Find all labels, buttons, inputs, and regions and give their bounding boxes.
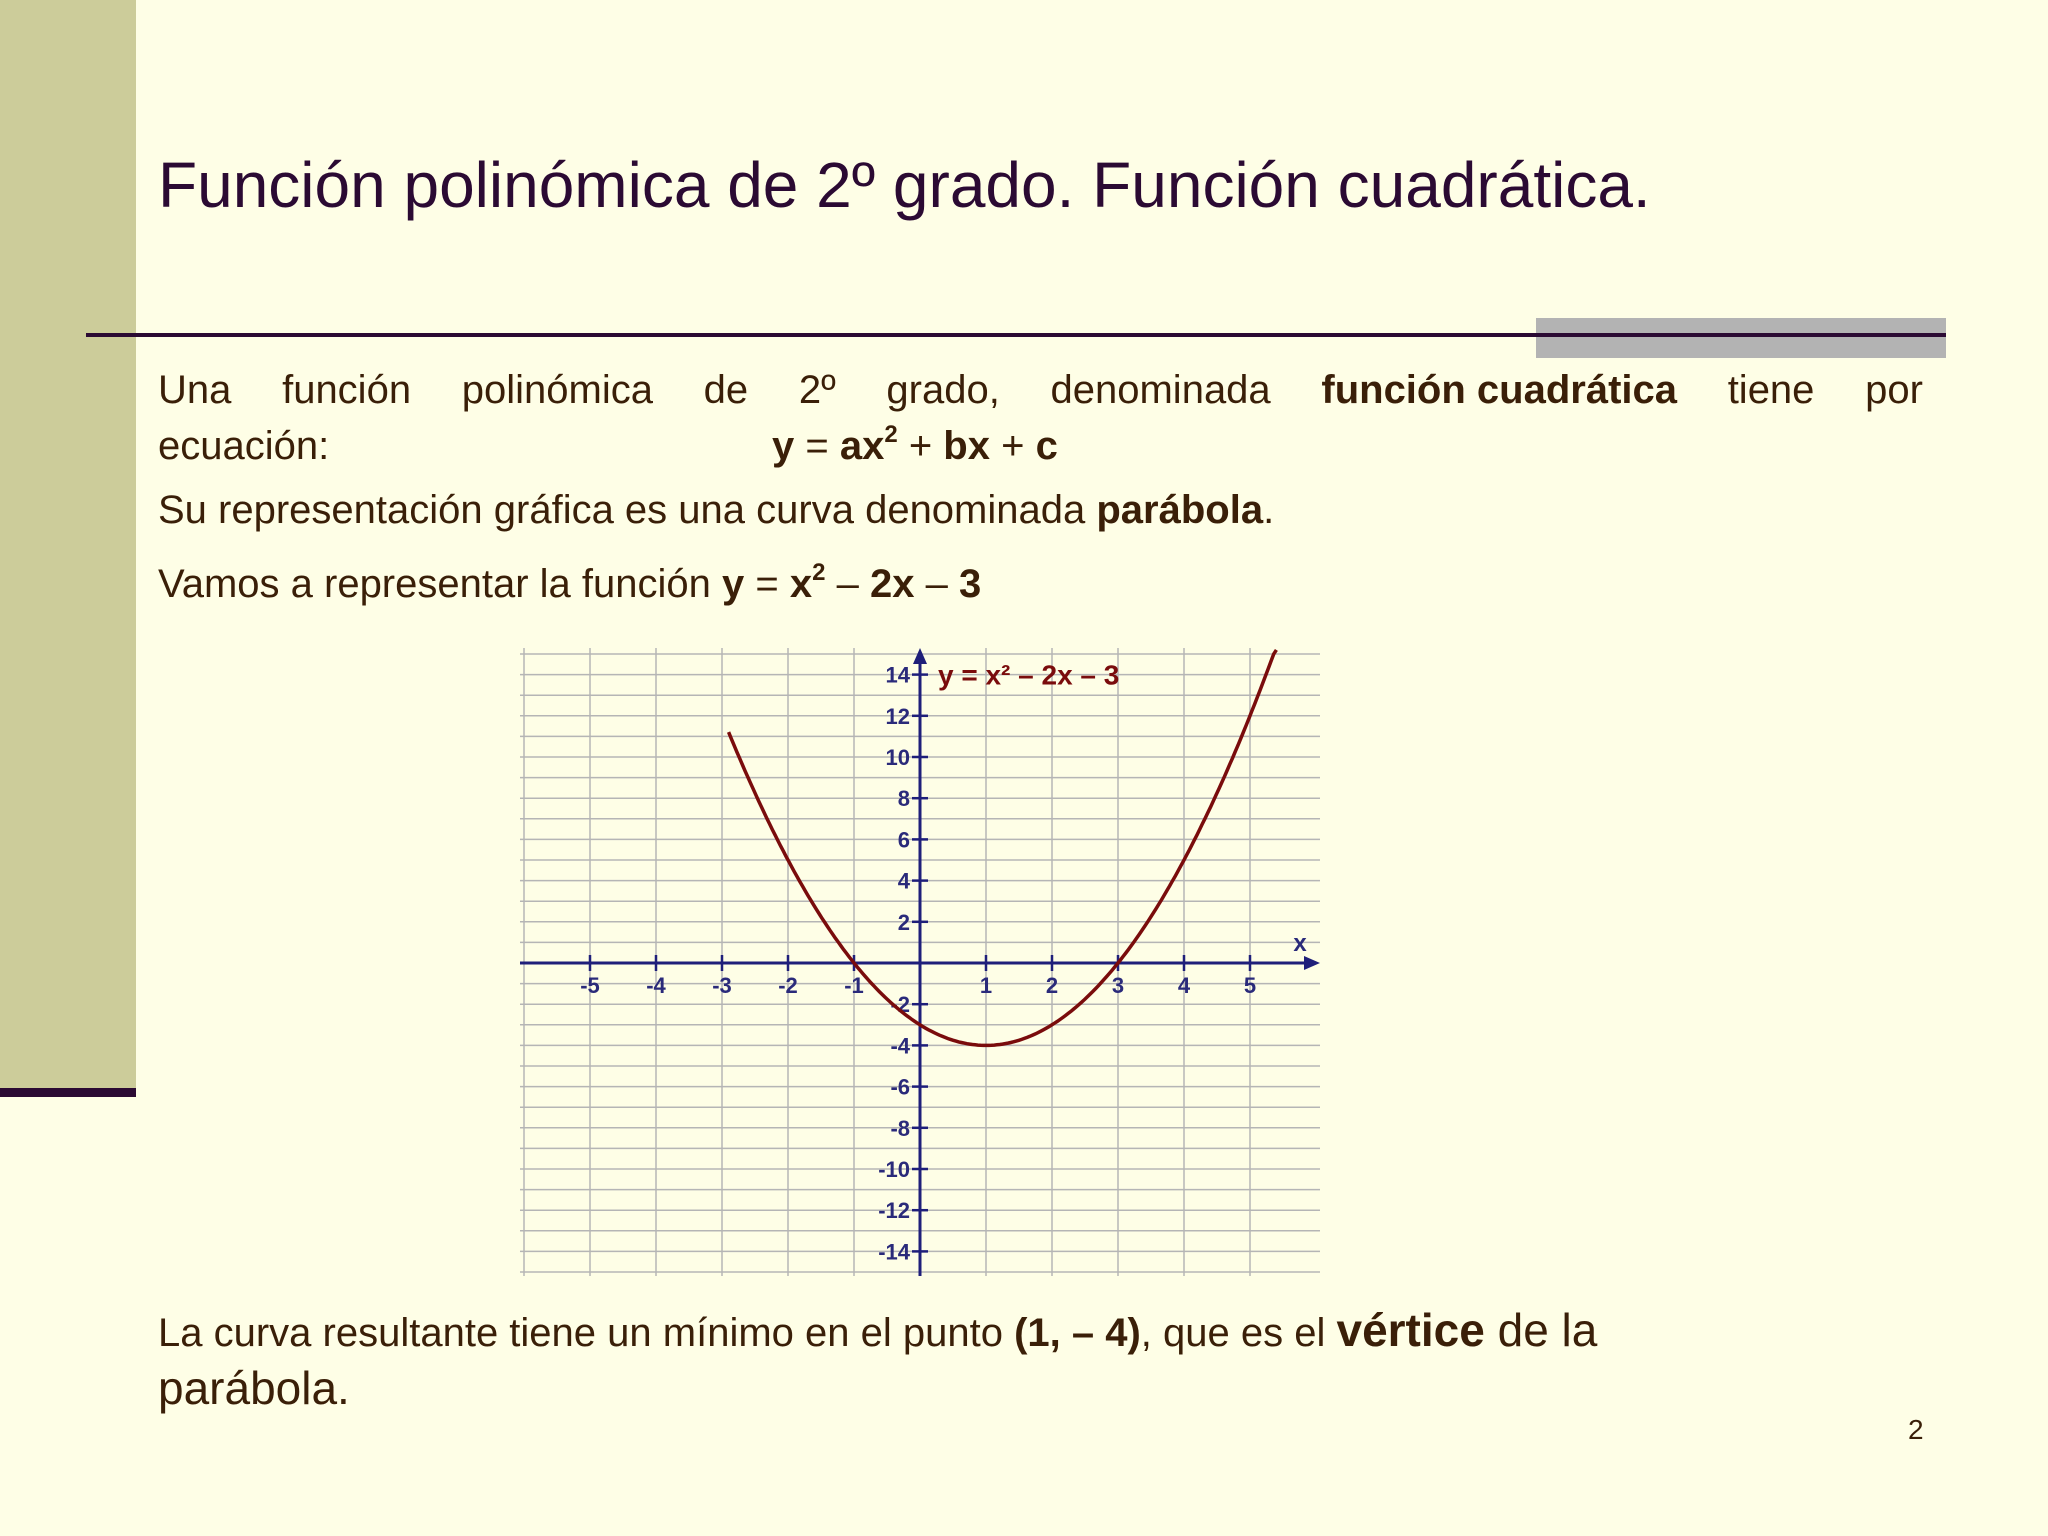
y-tick-label: 6 xyxy=(897,827,910,853)
title-rule xyxy=(86,333,1946,337)
x-tick-label: 4 xyxy=(1177,973,1191,998)
y-tick-label: -2 xyxy=(890,992,910,1018)
word: grado, xyxy=(886,368,1000,412)
y-tick-label: 14 xyxy=(885,662,910,688)
x-tick-label: -5 xyxy=(580,973,600,998)
parabola-curve xyxy=(729,650,1277,1046)
y-tick-label: -8 xyxy=(890,1115,910,1141)
y-axis-arrow xyxy=(913,648,927,664)
x-tick-label: -4 xyxy=(646,973,666,998)
paragraph-1-line-1 xyxy=(158,362,1923,418)
word: de xyxy=(703,368,749,412)
x-tick-label: 2 xyxy=(1045,973,1059,998)
y-tick-label: -10 xyxy=(878,1157,910,1182)
word: polinómica xyxy=(461,368,653,412)
parabola-graph xyxy=(520,648,1320,1276)
y-tick-label: 10 xyxy=(885,745,910,770)
x-tick-label: 3 xyxy=(1111,973,1125,998)
x-tick-label: 1 xyxy=(979,973,993,998)
page-number: 2 xyxy=(1908,1414,1924,1445)
example-function: $y = x^2 - 2x - 3$ xyxy=(722,559,982,606)
word: tiene xyxy=(1727,368,1815,412)
x-axis-label: x xyxy=(1293,930,1307,957)
paragraph-3: Vamos a representar la función $y = x^2 - 2x - 3$ xyxy=(158,559,982,606)
x-axis-arrow xyxy=(1304,956,1320,970)
term-funcion-cuadratica: función cuadrática xyxy=(1321,368,1677,412)
y-tick-label: 2 xyxy=(897,909,910,935)
x-tick-label: -3 xyxy=(712,973,732,998)
y-tick-label: -4 xyxy=(890,1033,910,1059)
slide-title: Función polinómica de 2º grado. Función cuadrática. xyxy=(158,149,1651,221)
x-tick-label: -2 xyxy=(778,973,798,998)
term-vertice: vértice xyxy=(1336,1304,1485,1356)
y-tick-label: 8 xyxy=(897,786,910,812)
title-rule-accent xyxy=(1536,318,1946,358)
x-tick-label: 5 xyxy=(1243,973,1257,998)
y-tick-label: -14 xyxy=(878,1239,910,1265)
word: función xyxy=(282,368,412,412)
curve-legend: y = x² – 2x – 3 xyxy=(938,659,1120,691)
general-formula: $y = ax^2$ + bx + c xyxy=(772,421,1058,468)
paragraph-2: Su representación gráfica es una curva denominada parábola. xyxy=(158,488,1275,532)
paragraph-4-line-2: parábola. xyxy=(158,1362,350,1414)
y-tick-label: 4 xyxy=(897,868,910,894)
paragraph-1-line-2 xyxy=(158,418,1058,474)
word: denominada xyxy=(1050,368,1271,412)
term-parabola: parábola xyxy=(1096,488,1264,532)
vertex-point: (1, – 4) xyxy=(1014,1311,1141,1355)
left-sidebar-band xyxy=(0,0,136,1088)
y-tick-label: -6 xyxy=(890,1074,910,1100)
y-tick-label: 12 xyxy=(885,703,910,729)
word: 2º xyxy=(798,368,836,412)
paragraph-4-line-1: La curva resultante tiene un mínimo en el punto (1, – 4), que es el vértice de la xyxy=(158,1304,1598,1356)
word: Una xyxy=(158,368,232,412)
x-tick-label: -1 xyxy=(844,973,864,998)
word: por xyxy=(1865,368,1923,412)
word-ecuacion: ecuación: xyxy=(158,424,330,468)
left-sidebar-underline xyxy=(0,1088,136,1097)
y-tick-label: -12 xyxy=(878,1198,910,1224)
